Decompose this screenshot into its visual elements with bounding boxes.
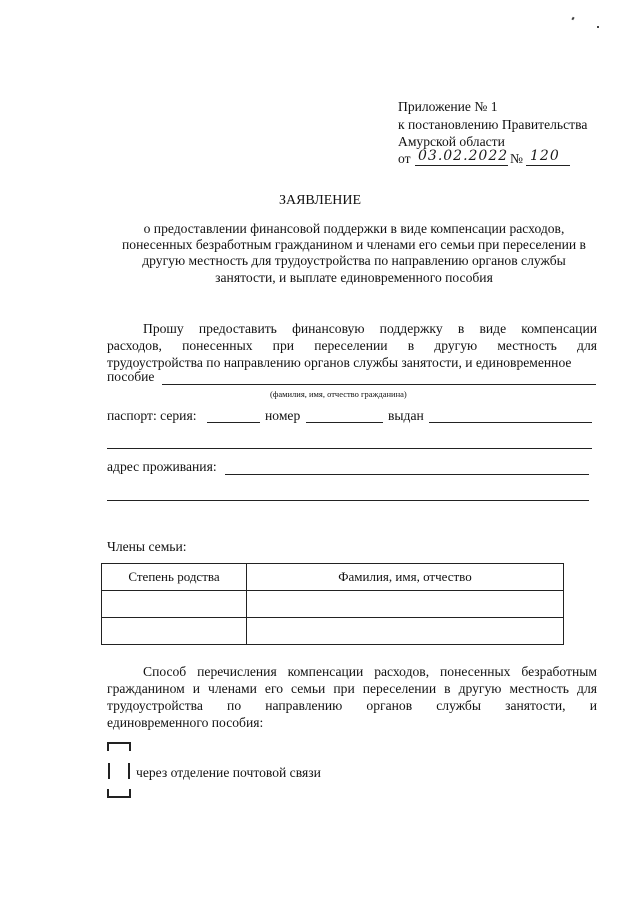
fio-cell[interactable] <box>247 591 564 618</box>
number-underline <box>526 165 570 166</box>
passport-series-field[interactable] <box>207 422 260 423</box>
relation-cell[interactable] <box>102 618 247 645</box>
checkbox-bottom-bracket <box>107 789 131 798</box>
payment-line-2: гражданином и членами его семьи при переселении в другую местность для <box>107 681 597 696</box>
request-line-2: расходов, понесенных при переселении в другую местность для <box>107 338 597 353</box>
address-label: адрес проживания: <box>107 459 217 474</box>
table-row <box>102 618 564 645</box>
appendix-line-2: к постановлению Правительства <box>398 117 588 132</box>
subtitle-line-1: о предоставлении финансовой поддержки в виде компенсации расходов, <box>143 221 565 236</box>
fio-hint: (фамилия, имя, отчество гражданина) <box>270 389 407 399</box>
appendix-date: 03.02.2022 <box>418 148 509 164</box>
passport-issued-label: выдан <box>388 408 424 423</box>
appendix-number-label: № <box>510 151 523 166</box>
request-line-1: Прошу предоставить финансовую поддержку в виде компенсации <box>143 321 597 336</box>
passport-number-field[interactable] <box>306 422 383 423</box>
col-header-relation: Степень родства <box>102 564 247 591</box>
fio-cell[interactable] <box>247 618 564 645</box>
family-label: Члены семьи: <box>107 539 187 554</box>
checkbox-top-bracket <box>107 742 131 751</box>
subtitle-line-2: понесенных безработным гражданином и членами его семьи при переселении в <box>122 237 586 252</box>
address-field-2[interactable] <box>107 500 589 501</box>
passport-issued-field[interactable] <box>429 422 592 423</box>
option-post-office-label: через отделение почтовой связи <box>136 765 321 780</box>
document-title: ЗАЯВЛЕНИЕ <box>278 193 362 208</box>
scan-mark <box>597 26 599 28</box>
appendix-number: 120 <box>530 148 560 164</box>
col-header-fio: Фамилия, имя, отчество <box>247 564 564 591</box>
payment-line-1: Способ перечисления компенсации расходов, понесенных безработным <box>143 664 597 679</box>
family-table <box>101 563 564 645</box>
appendix-line-1: Приложение № 1 <box>398 99 498 114</box>
table-row <box>102 591 564 618</box>
address-field[interactable] <box>225 474 589 475</box>
relation-cell[interactable] <box>102 591 247 618</box>
appendix-from-label: от <box>398 151 411 166</box>
passport-series-label: паспорт: серия: <box>107 408 197 423</box>
request-line-4: пособие <box>107 369 155 384</box>
table-header-row <box>102 564 564 591</box>
subtitle-line-3: другую местность для трудоустройства по направлению органов службы <box>142 253 566 268</box>
request-line-3: трудоустройства по направлению органов службы занятости, и единовременное <box>107 355 572 370</box>
passport-number-label: номер <box>265 408 301 423</box>
scan-mark <box>571 17 574 21</box>
payment-line-4: единовременного пособия: <box>107 715 264 730</box>
fio-input-line[interactable] <box>162 384 596 385</box>
passport-issued-field-2[interactable] <box>107 448 592 449</box>
payment-line-3: трудоустройства по направлению органов службы занятости, и <box>107 698 597 713</box>
checkbox-post-office[interactable] <box>108 763 130 779</box>
date-underline <box>415 165 508 166</box>
subtitle-line-4: занятости, и выплате единовременного пособия <box>215 270 493 285</box>
appendix-line-3: Амурской области <box>398 134 505 149</box>
